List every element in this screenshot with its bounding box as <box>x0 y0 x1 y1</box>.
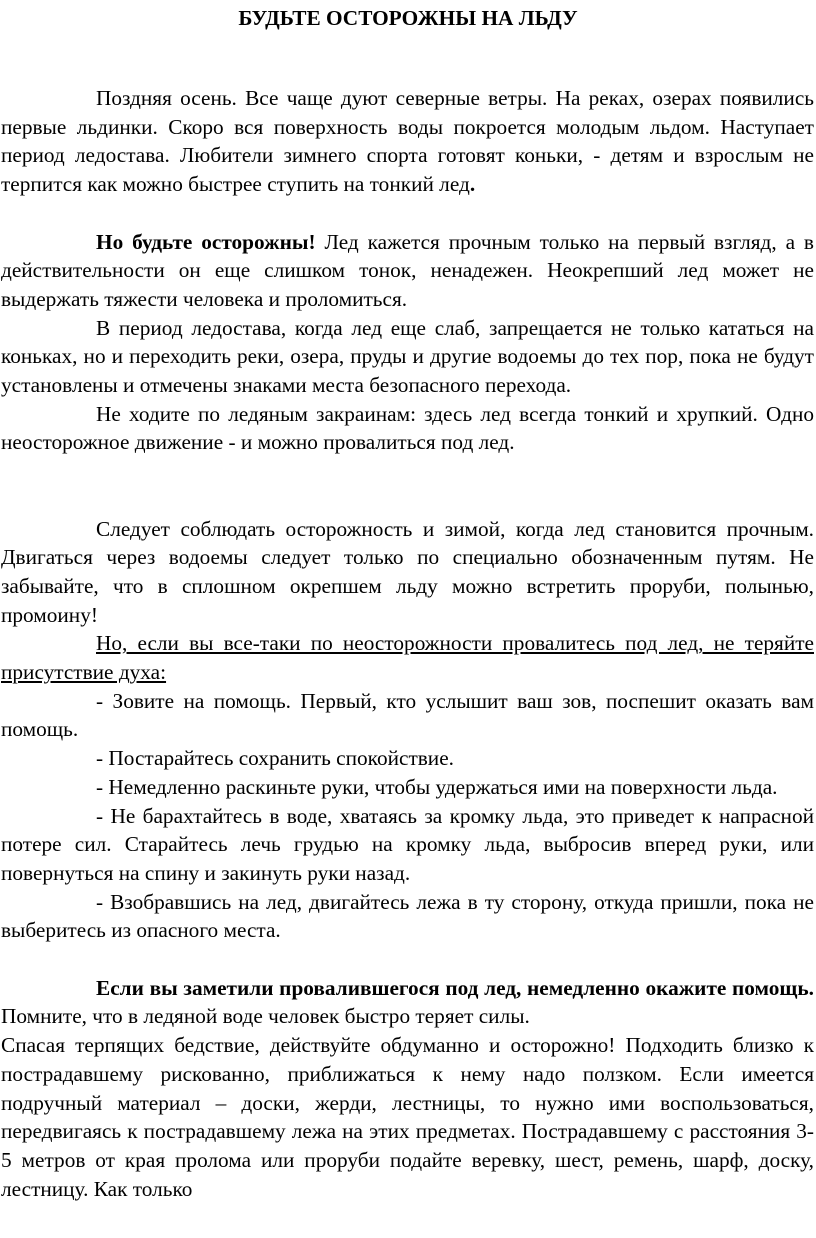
advice-call-for-help: - Зовите на помощь. Первый, кто услышит ваш зов, поспешит оказать вам помощь. <box>1 688 814 742</box>
paragraph-be-careful <box>1 228 814 314</box>
paragraph-ice-edges: Не ходите по ледяным закраинам: здесь лед всегда тонкий и хрупкий. Одно неосторожное движение - и можно провалиться под лед. <box>1 401 814 455</box>
paragraph-late-autumn <box>1 84 814 199</box>
help-others-heading: Если вы заметили провалившегося под лед, немедленно окажите помощь. <box>96 975 814 1000</box>
document-body <box>1 84 814 1203</box>
paragraph-winter-caution: Следует соблюдать осторожность и зимой, когда лед становится прочным. Двигаться через водоемы следует только по специально обозначенным путям. Не забывайте, что в сплошном окрепшем льду можно встретить проруби, полынью, промоину! <box>1 516 814 627</box>
document-title: БУДЬТЕ ОСТОРОЖНЫ НА ЛЬДУ <box>238 6 578 30</box>
if-fallen-through-text: Но, если вы все-таки по неосторожности провалитесь под лед, не теряйте присутствие духа: <box>1 631 814 685</box>
paragraph-rescue-instructions: Спасая терпящих бедствие, действуйте обдуманно и осторожно! Подходить близко к пострадавшему рискованно, приближаться к нему надо ползком. Если имеется подручный материал – доски, жерди, лестницы, то нужно ими воспользоваться, передвигаясь к пострадавшему лежа на этих предметах. Пострадавшему с расстояния 3-5 метров от края пролома или проруби подайте веревку, шест, ремень, шарф, доску, лестницу. Как только <box>1 1033 814 1201</box>
paragraph-freeze-up-rules: В период ледостава, когда лед еще слаб, запрещается не только кататься на коньках, но и переходить реки, озера, пруды и другие водоемы до тех пор, пока не будут установлены и отмечены знаками места безопасного перехода. <box>1 315 814 398</box>
advice-crawl-back: - Взобравшись на лед, двигайтесь лежа в ту сторону, откуда пришли, пока не выберитесь из опасного места. <box>1 889 814 943</box>
advice-spread-arms: - Немедленно раскиньте руки, чтобы удержаться ими на поверхности льда. <box>96 774 778 799</box>
advice-do-not-thrash: - Не барахтайтесь в воде, хватаясь за кромку льда, это приведет к напрасной потере сил. Старайтесь лечь грудью на кромку льда, выбросив вперед руки, или повернуться на спину и закинуть руки назад. <box>1 803 814 885</box>
paragraph-late-autumn-text: Поздняя осень. Все чаще дуют северные ветры. На реках, озерах появились первые льдинки. Скоро вся поверхность воды покроется молодым льдом. Наступает период ледостава. Любители зимнего спорта готовят коньки, - детям и взрослым не терпится как можно быстрее ступить на тонкий лед <box>1 86 814 197</box>
be-careful-text: Лед кажется прочным только на первый взгляд, а в действительности он еще слишком тонок, ненадежен. Неокрепший лед может не выдержать тяжести человека и проломиться. <box>1 229 814 311</box>
advice-stay-calm: - Постарайтесь сохранить спокойствие. <box>96 746 454 771</box>
paragraph-help-others <box>1 974 814 1031</box>
paragraph-late-autumn-end: . <box>469 172 476 197</box>
paragraph-if-fallen-through <box>1 629 814 686</box>
help-others-text: Помните, что в ледяной воде человек быстро теряет силы. <box>1 1004 530 1029</box>
be-careful-heading: Но будьте осторожны! <box>96 229 316 254</box>
